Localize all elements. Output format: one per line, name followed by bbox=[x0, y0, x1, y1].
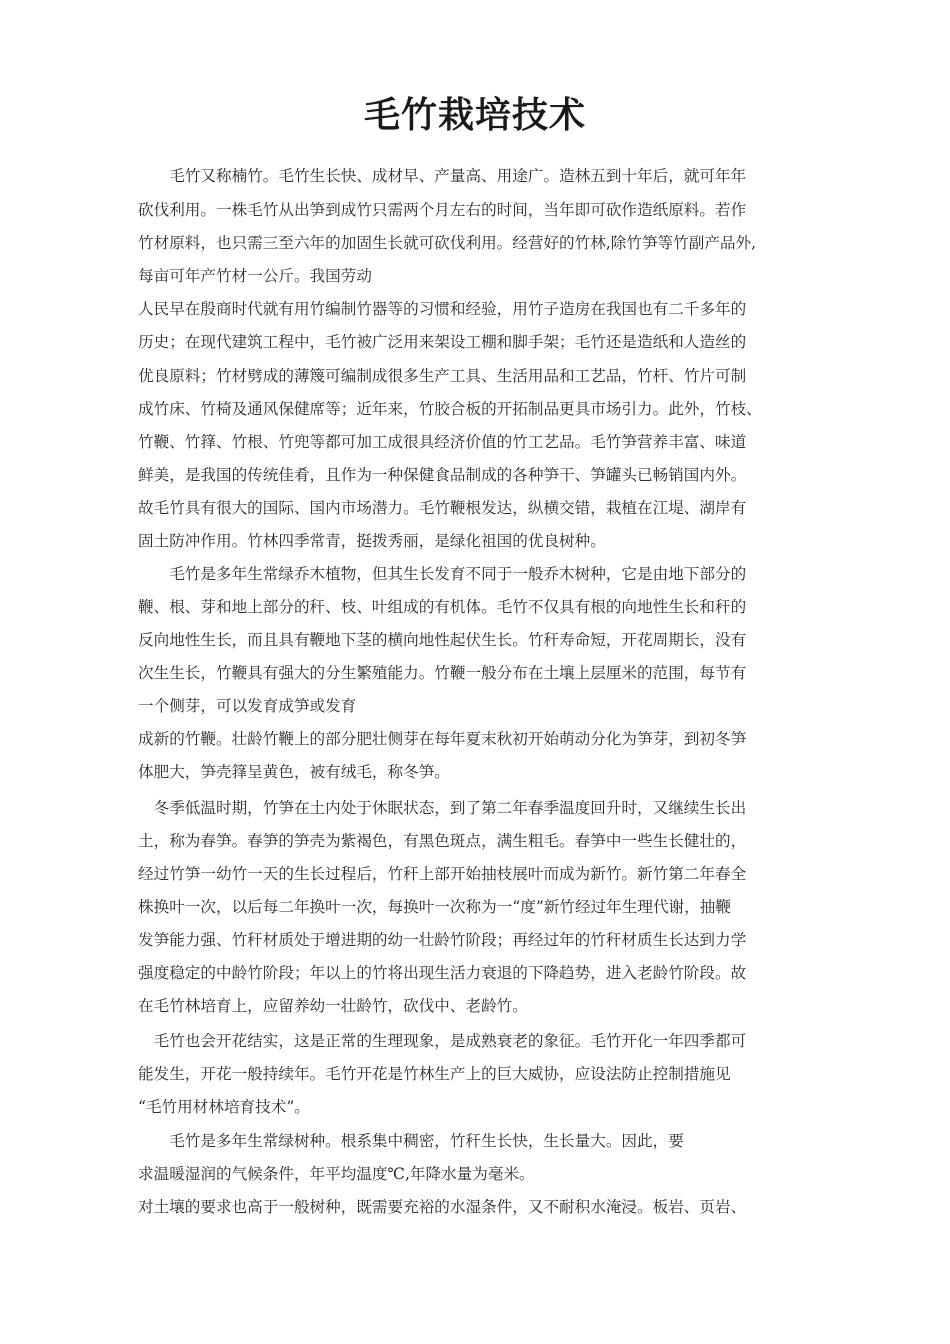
text-line: 发笋能力强、竹秆材质处于增进期的幼一壮龄竹阶段；再经过年的竹秆材质生长达到力学 bbox=[138, 931, 747, 949]
text-line: 成竹床、竹椅及通风保健席等；近年来，竹胶合板的开拓制品更具市场引力。此外，竹枝、 bbox=[138, 400, 762, 418]
text-line: 能发生，开花一般持续年。毛竹开花是竹林生产上的巨大威协，应设法防止控制措施见 bbox=[138, 1065, 731, 1083]
text-line: 鞭、根、芽和地上部分的秆、枝、叶组成的有机体。毛竹不仅具有根的向地性生长和秆的 bbox=[138, 598, 747, 616]
text-line: 竹鞭、竹箨、竹根、竹兜等都可加工成很具经济价值的竹工艺品。毛竹笋营养丰富、味道 bbox=[138, 433, 747, 451]
text-line: 株换叶一次，以后每二年换叶一次，每换叶一次称为一“度”新竹经过年生理代谢，抽鞭 bbox=[138, 898, 731, 916]
text-line: 强度稳定的中龄竹阶段；年以上的竹将出现生活力衰退的下降趋势，进入老龄竹阶段。故 bbox=[138, 964, 747, 982]
text-line: 毛竹是多年生常绿树种。根系集中稠密，竹秆生长快，生长量大。因此，要 bbox=[138, 1132, 684, 1150]
document-title: 毛竹栽培技术 bbox=[363, 95, 586, 136]
text-line: 竹材原料，也只需三至六年的加固生长就可砍伐利用。经营好的竹林,除竹笋等竹副产品外, bbox=[138, 234, 757, 252]
text-line: 人民早在殷商时代就有用竹编制竹器等的习惯和经验，用竹子造房在我国也有二千多年的 bbox=[138, 300, 747, 318]
text-line: 故毛竹具有很大的国际、国内市场潜力。毛竹鞭根发达，纵横交错，栽植在江堤、湖岸有 bbox=[138, 499, 747, 517]
text-line: 毛竹又称楠竹。毛竹生长快、成材早、产量高、用途广。造林五到十年后，就可年年 bbox=[138, 167, 747, 185]
text-line: 毛竹也会开花结实，这是正常的生理现象，是成熟衰老的象征。毛竹开化一年四季都可 bbox=[138, 1032, 747, 1050]
text-line: “毛竹用材林培育技术”。 bbox=[138, 1098, 310, 1116]
text-line: 鲜美，是我国的传统佳肴，且作为一种保健食品制成的各种笋干、笋罐头已畅销国内外。 bbox=[138, 466, 747, 484]
text-line: 历史；在现代建筑工程中，毛竹被广泛用来架设工棚和脚手架；毛竹还是造纸和人造丝的 bbox=[138, 333, 747, 351]
text-line: 一个侧芽，可以发育成笋或发育 bbox=[138, 697, 357, 715]
text-line: 求温暖湿润的气候条件，年平均温度℃,年降水量为毫米。 bbox=[138, 1165, 535, 1183]
text-line: 对土壤的要求也高于一般树种，既需要充裕的水湿条件，又不耐积水淹浸。板岩、页岩、 bbox=[138, 1198, 747, 1216]
text-line: 毛竹是多年生常绿乔木植物，但其生长发育不同于一般乔木树种，它是由地下部分的 bbox=[138, 565, 747, 583]
text-line: 反向地性生长，而且具有鞭地下茎的横向地性起伏生长。竹秆寿命短，开花周期长，没有 bbox=[138, 631, 747, 649]
text-line: 固土防冲作用。竹林四季常青，挺拨秀丽，是绿化祖国的优良树种。 bbox=[138, 532, 606, 550]
text-line: 体肥大，笋壳箨呈黄色，被有绒毛，称冬笋。 bbox=[138, 763, 450, 781]
text-line: 在毛竹林培育上，应留养幼一壮龄竹，砍伐中、老龄竹。 bbox=[138, 997, 528, 1015]
text-line: 成新的竹鞭。壮龄竹鞭上的部分肥壮侧芽在每年夏末秋初开始萌动分化为笋芽，到初冬笋 bbox=[138, 730, 747, 748]
text-line: 经过竹笋一幼竹一天的生长过程后，竹秆上部开始抽枝展叶而成为新竹。新竹第二年春全 bbox=[138, 865, 747, 883]
text-line: 优良原料；竹材劈成的薄篾可编制成很多生产工具、生活用品和工艺品，竹杆、竹片可制 bbox=[138, 367, 747, 385]
text-line: 砍伐利用。一株毛竹从出笋到成竹只需两个月左右的时间，当年即可砍作造纸原料。若作 bbox=[138, 201, 747, 219]
text-line: 每亩可年产竹材一公斤。我国劳动 bbox=[138, 267, 372, 285]
text-line: 冬季低温时期，竹笋在土内处于休眠状态，到了第二年春季温度回升时，又继续生长出 bbox=[138, 799, 747, 817]
text-line: 土，称为春笋。春笋的笋壳为紫褐色，有黑色斑点，满生粗毛。春笋中一些生长健壮的， bbox=[138, 832, 747, 850]
text-line: 次生生长，竹鞭具有强大的分生繁殖能力。竹鞭一般分布在土壤上层厘米的范围，每节有 bbox=[138, 664, 747, 682]
